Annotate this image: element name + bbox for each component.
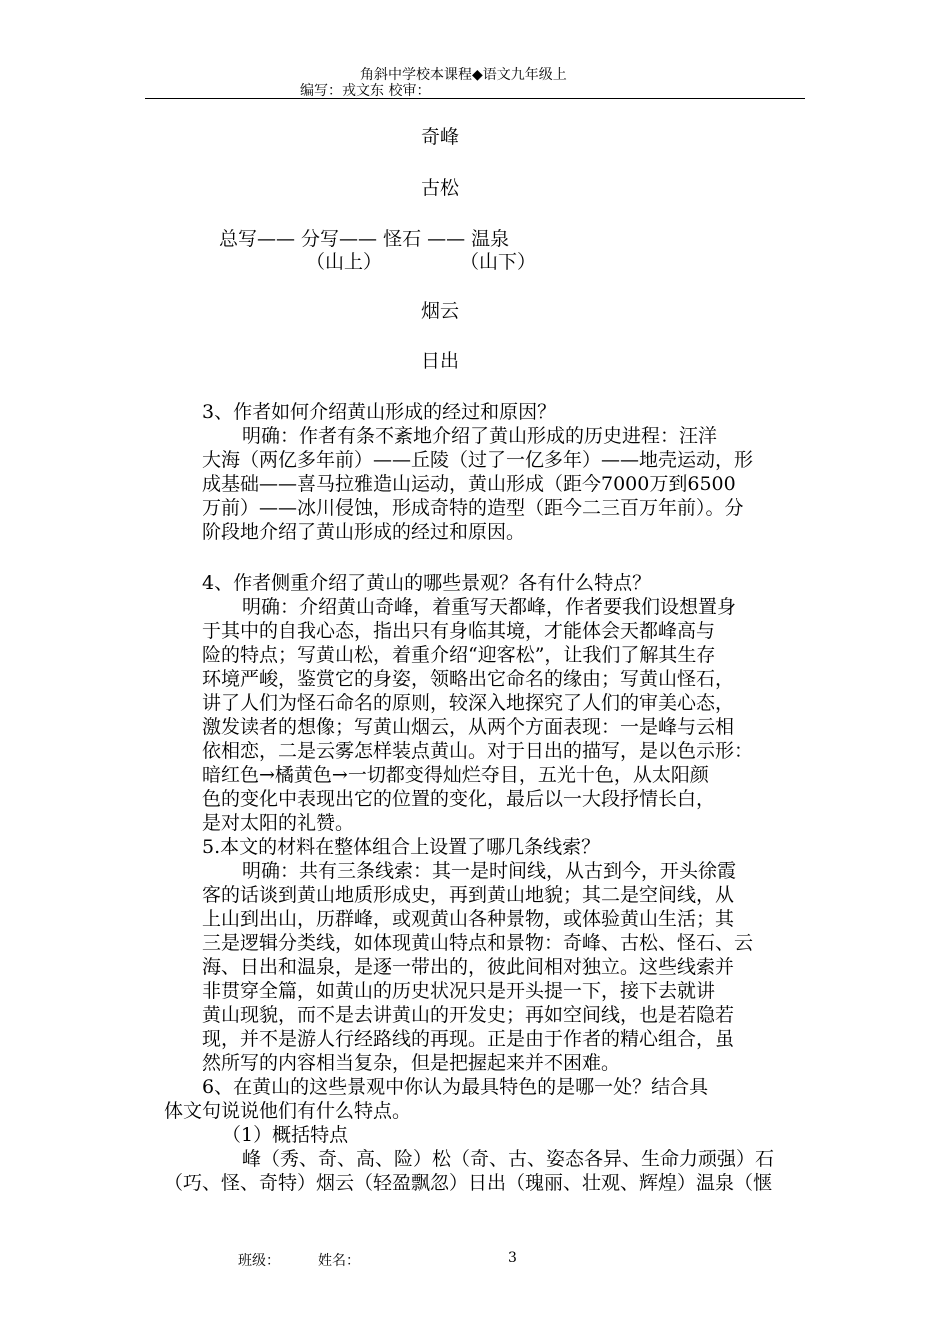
answer-3-line: 阶段地介绍了黄山形成的经过和原因。 (202, 521, 526, 543)
answer-5-line: 海、日出和温泉，是逐一带出的，彼此间相对独立。这些线索并 (202, 956, 735, 978)
answer-4-line: 激发读者的想像；写黄山烟云，从两个方面表现：一是峰与云相 (202, 716, 735, 738)
footer-class-label: 班级： (238, 1253, 280, 1269)
diagram-clouds: 烟云 (420, 300, 459, 322)
answer-4-line: 是对太阳的礼赞。 (202, 812, 355, 834)
answer-3-line: 成基础——喜马拉雅造山运动，黄山形成（距今7000万到6500 (202, 473, 736, 495)
answer-3-line: 大海（两亿多年前）——丘陵（过了一亿多年）——地壳运动，形 (202, 449, 754, 471)
answer-4-line: 险的特点；写黄山松，着重介绍“迎客松”，让我们了解其生存 (202, 644, 716, 666)
diagram-on-mountain: （山上） (306, 251, 383, 273)
answer-3-line: 万前）——冰川侵蚀，形成奇特的造型（距今二三百万年前）。分 (202, 497, 744, 519)
answer-4-line: 暗红色→橘黄色→一切都变得灿烂夺目，五光十色，从太阳颜 (202, 764, 709, 786)
answer-4-line: 讲了人们为怪石命名的原则，较深入地探究了人们的审美心态， (202, 692, 735, 714)
header-divider (145, 98, 805, 99)
answer-5-line: 客的话谈到黄山地质形成史，再到黄山地貌；其二是空间线，从 (202, 884, 735, 906)
answer-4-line: 依相恋，二是云雾怎样装点黄山。对于日出的描写，是以色示形： (202, 740, 754, 762)
diagram-below-mountain: （山下） (460, 251, 537, 273)
summary-line: 峰（秀、奇、高、险）松（奇、古、姿态各异、生命力顽强）石 (242, 1148, 775, 1170)
question-3: 3、作者如何介绍黄山形成的经过和原因？ (202, 401, 557, 423)
diagram-pine: 古松 (420, 177, 459, 199)
question-4: 4、作者侧重介绍了黄山的哪些景观？各有什么特点？ (202, 572, 652, 594)
question-6: 6、在黄山的这些景观中你认为最具特色的是哪一处？结合具 (202, 1076, 709, 1098)
diagram-flow: 总写—— 分写—— 怪石 —— 温泉 (219, 228, 510, 250)
answer-5-line: 现，并不是游人行经路线的再现。正是由于作者的精心组合，虽 (202, 1028, 735, 1050)
diagram-sunrise: 日出 (420, 350, 459, 372)
subheading-summary: （1）概括特点 (222, 1124, 349, 1146)
answer-5-line: 黄山现貌，而不是去讲黄山的开发史；再如空间线，也是若隐若 (202, 1004, 735, 1026)
header-title: 角斜中学校本课程◆语文九年级上 (360, 67, 567, 83)
answer-4-line: 环境严峻，鉴赏它的身姿，领略出它命名的缘由；写黄山怪石， (202, 668, 735, 690)
diagram-peak: 奇峰 (420, 126, 459, 148)
summary-line: （巧、怪、奇特）烟云（轻盈飘忽）日出（瑰丽、壮观、辉煌）温泉（惬 (164, 1172, 773, 1194)
answer-4-line: 明确：介绍黄山奇峰，着重写天都峰，作者要我们设想置身 (242, 596, 737, 618)
answer-5-line: 然所写的内容相当复杂，但是把握起来并不困难。 (202, 1052, 621, 1074)
header-editors: 编写：戎文东 校审： (300, 83, 431, 99)
answer-5-line: 明确：共有三条线索：其一是时间线，从古到今，开头徐霞 (242, 860, 737, 882)
answer-4-line: 于其中的自我心态，指出只有身临其境，才能体会天都峰高与 (202, 620, 716, 642)
answer-5-line: 上山到出山，历群峰，或观黄山各种景物，或体验黄山生活；其 (202, 908, 735, 930)
answer-5-line: 非贯穿全篇，如黄山的历史状况只是开头提一下，接下去就讲 (202, 980, 716, 1002)
footer-name-label: 姓名： (318, 1253, 360, 1269)
page-number: 3 (508, 1250, 517, 1266)
answer-3-line: 明确：作者有条不紊地介绍了黄山形成的历史进程：汪洋 (242, 425, 718, 447)
answer-5-line: 三是逻辑分类线，如体现黄山特点和景物：奇峰、古松、怪石、云 (202, 932, 754, 954)
answer-4-line: 色的变化中表现出它的位置的变化，最后以一大段抒情长白， (202, 788, 716, 810)
question-6-cont: 体文句说说他们有什么特点。 (164, 1100, 412, 1122)
question-5: 5.本文的材料在整体组合上设置了哪几条线索？ (202, 836, 601, 858)
